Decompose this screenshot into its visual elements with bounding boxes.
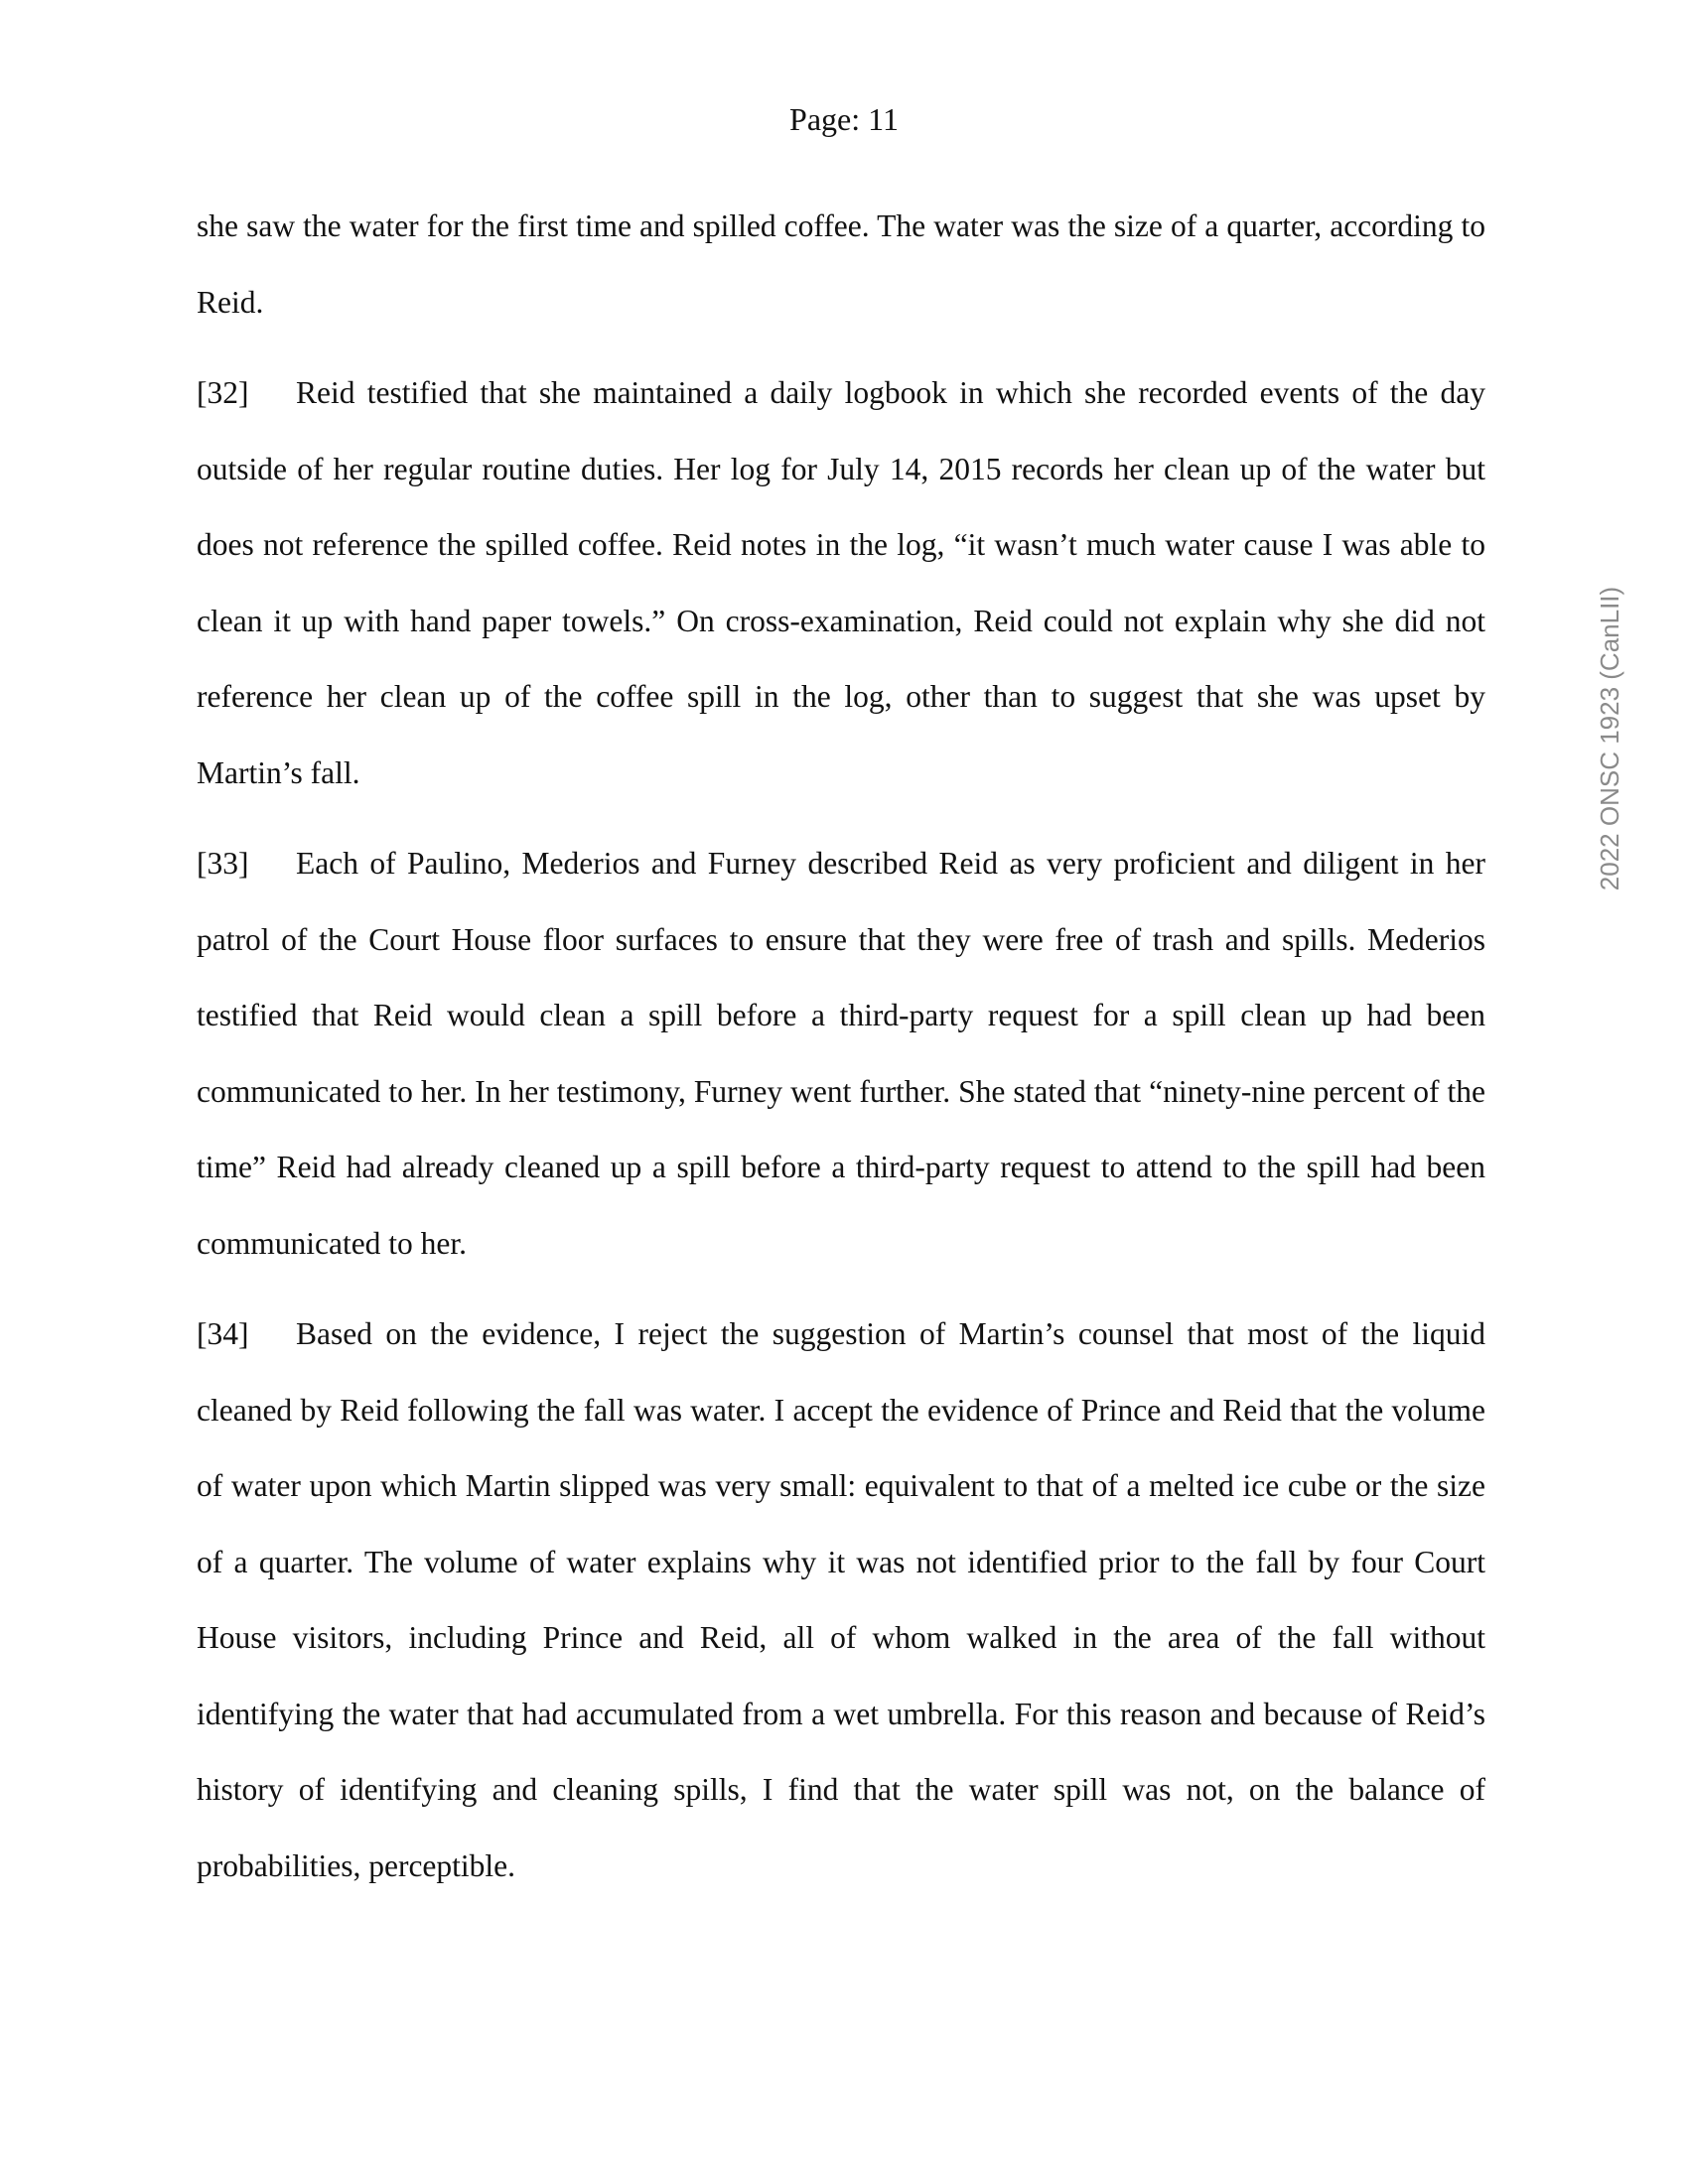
page-number-header: Page: 11	[789, 101, 899, 137]
paragraph-text: Based on the evidence, I reject the suggestion of Martin’s counsel that most of the liquid cleaned by Reid following the fall was water. I accept the evidence of Prince and Reid that the volume of water upon which Martin slipped was very small: equivalent to that of a melted ice cube or the size of a quarter. The volume of water explains why it was not identified prior to the fall by four Court House visitors, including Prince and Reid, all of whom walked in the area of the fall without identifying the water that had accumulated from a wet umbrella. For this reason and because of Reid’s history of identifying and cleaning spills, I find that the water spill was not, on the balance of probabilities, perceptible.	[197, 1316, 1485, 1883]
paragraph-text: she saw the water for the first time and spilled coffee. The water was the size of a quarter, according to Reid.	[197, 208, 1485, 320]
paragraph-32	[197, 355, 1485, 811]
paragraph-number: [33]	[197, 846, 249, 881]
paragraph-number: [34]	[197, 1316, 249, 1351]
paragraph-text: Reid testified that she maintained a daily logbook in which she recorded events of the day outside of her regular routine duties. Her log for July 14, 2015 records her clean up of the water but does not reference the spilled coffee. Reid notes in the log, “it wasn’t much water cause I was able to clean it up with hand paper towels.” On cross-examination, Reid could not explain why she did not reference her clean up of the coffee spill in the log, other than to suggest that she was upset by Martin’s fall.	[197, 375, 1485, 790]
canlii-citation-watermark: 2022 ONSC 1923 (CanLII)	[1595, 586, 1624, 891]
paragraph-33	[197, 826, 1485, 1282]
paragraph-continued	[197, 189, 1485, 341]
paragraph-text: Each of Paulino, Mederios and Furney described Reid as very proficient and diligent in her patrol of the Court House floor surfaces to ensure that they were free of trash and spills. Mederios testified that Reid would clean a spill before a third-party request for a spill clean up had been communicated to her. In her testimony, Furney went further. She stated that “ninety-nine percent of the time” Reid had already cleaned up a spill before a third-party request to attend to the spill had been communicated to her.	[197, 846, 1485, 1261]
paragraph-number: [32]	[197, 375, 249, 410]
judgment-body	[197, 189, 1485, 1919]
paragraph-34	[197, 1297, 1485, 1904]
